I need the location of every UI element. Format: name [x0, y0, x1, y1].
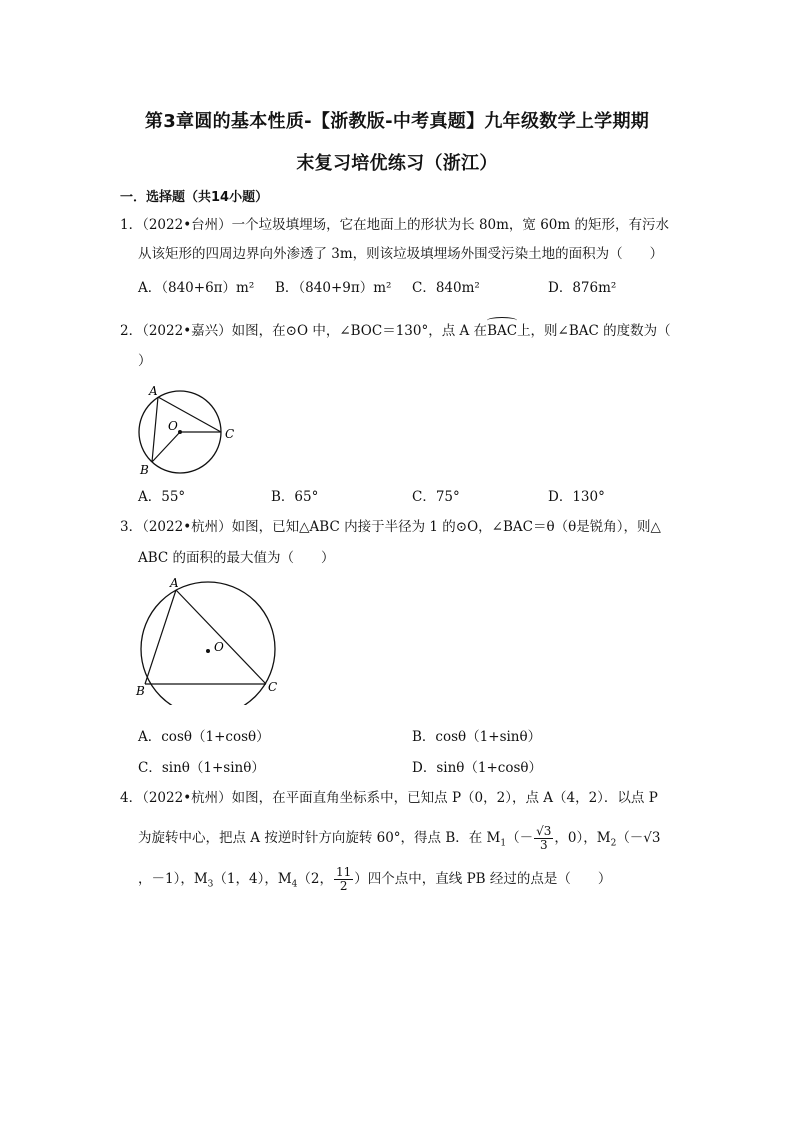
question-2-figure	[130, 380, 240, 480]
m4-subscript: 4	[291, 879, 298, 890]
question-1-option-b: B．（840+9π）m²	[275, 280, 392, 296]
question-2-text-pre: 2．（2022•嘉兴）如图，在⊙O 中，∠BOC＝130°，点 A 在	[120, 323, 488, 339]
arc-bac-label: BAC	[487, 323, 518, 339]
fraction-numerator: √3	[536, 824, 552, 838]
label-o: O	[214, 640, 224, 654]
question-1-line2: 从该矩形的四周边界向外渗透了 3m，则该垃圾填埋场外围受污染土地的面积为（ ）	[138, 246, 664, 262]
segment-ac	[176, 590, 266, 684]
document-title-line1: 第3章圆的基本性质-【浙教版-中考真题】九年级数学上学期期	[144, 111, 650, 132]
question-2-line1	[120, 322, 671, 340]
question-3-line2: ABC 的面积的最大值为（ ）	[138, 550, 335, 566]
label-a: A	[170, 576, 179, 590]
center-point-o	[178, 430, 182, 434]
question-4-line1: 4．（2022•杭州）如图，在平面直角坐标系中，已知点 P（0，2），点 A（4，2）．以点 P	[120, 790, 658, 806]
question-2-option-a: A．55°	[138, 489, 186, 505]
m2-text: （－√3	[616, 830, 661, 846]
question-1-option-c: C．840m²	[412, 280, 480, 296]
segment-ob	[152, 432, 180, 462]
question-3-figure	[128, 575, 288, 705]
question-3-option-d: D．sinθ（1+cosθ）	[412, 760, 543, 776]
fraction-denominator: 3	[539, 838, 548, 852]
label-c: C	[225, 427, 235, 441]
question-4-line2	[138, 825, 661, 853]
segment-ab	[152, 397, 158, 462]
m3-subscript: 3	[207, 879, 214, 890]
fraction-numerator: 11	[336, 865, 352, 879]
m1-subscript: 1	[500, 838, 507, 849]
document-title-line2: 末复习培优练习（浙江）	[296, 153, 498, 174]
label-o: O	[168, 419, 178, 433]
question-2-option-c: C．75°	[412, 489, 460, 505]
question-2-line2: ）	[138, 353, 152, 369]
question-3-option-a: A．cosθ（1+cosθ）	[138, 729, 270, 745]
fraction-11-over-2	[334, 866, 353, 893]
question-3-option-b: B．cosθ（1+sinθ）	[412, 729, 542, 745]
m3-text: （1，4），M	[213, 871, 292, 887]
question-1-option-d: D．876m²	[548, 280, 617, 296]
label-c: C	[268, 680, 278, 694]
label-b: B	[136, 684, 145, 698]
section-heading: 一．选择题（共14小题）	[120, 190, 269, 205]
segment-ab	[145, 590, 176, 684]
m2-text-end: ，－1），M	[138, 871, 208, 887]
label-a: A	[149, 384, 158, 398]
m1-text: （－	[506, 830, 534, 846]
m2-subscript: 2	[610, 838, 617, 849]
m4-text: （2，	[297, 871, 333, 887]
question-3-option-c: C．sinθ（1+sinθ）	[138, 760, 265, 776]
question-2-text-post: 上，则∠BAC 的度数为（	[517, 323, 671, 339]
question-3-line1: 3．（2022•杭州）如图，已知△ABC 内接于半径为 1 的⊙O，∠BAC＝θ（θ是锐角），则△	[120, 519, 661, 535]
question-2-option-d: D．130°	[548, 489, 605, 505]
center-point-o	[206, 649, 210, 653]
question-4-text-pre: 为旋转中心，把点 A 按逆时针方向旋转 60°，得点 B．在 M	[138, 830, 501, 846]
question-2-option-b: B．65°	[271, 489, 319, 505]
question-4-text-end: ）四个点中，直线 PB 经过的点是（ ）	[354, 871, 612, 887]
question-1-line1: 1．（2022•台州）一个垃圾填埋场，它在地面上的形状为长 80m，宽 60m 的矩形，有污水	[120, 217, 669, 233]
label-b: B	[140, 463, 149, 477]
circle-o	[141, 582, 278, 705]
m1-text-end: ，0），M	[554, 830, 611, 846]
question-1-option-a: A．（840+6π）m²	[138, 280, 255, 296]
fraction-sqrt3-over-3	[534, 825, 553, 852]
question-4-line3	[138, 866, 611, 894]
fraction-denominator: 2	[339, 879, 348, 893]
